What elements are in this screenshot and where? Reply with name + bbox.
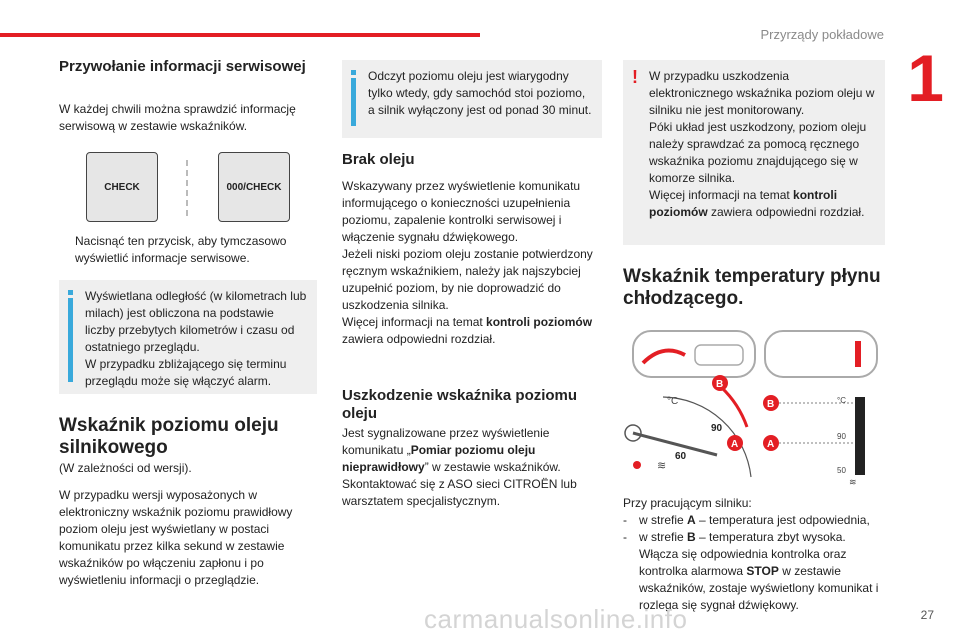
check-button-label: CHECK — [104, 181, 140, 193]
fault-post: ” w zestawie wskaźników. Skontaktować się z ASO sieci CITROËN lub warsztatem specjalistycznym. — [342, 460, 577, 508]
list-item — [623, 512, 885, 529]
gauge-mark-60: 60 — [675, 451, 687, 462]
section-title: Przyrządy pokładowe — [760, 27, 884, 42]
coolant-temp-icon: ≋ — [657, 459, 667, 472]
engine-running-intro: Przy pracującym silniku: — [623, 496, 752, 510]
zone-b-label-bar: B — [767, 399, 775, 410]
bar-unit: °C — [837, 396, 846, 405]
list-pre: w strefie — [639, 530, 688, 544]
info-icon-bar — [68, 298, 73, 382]
list-pre: w strefie — [639, 513, 688, 527]
oil-fault-paragraph — [342, 425, 602, 510]
service-heading: Przywołanie informacji serwisowej — [59, 58, 306, 75]
page-number: 27 — [920, 608, 934, 622]
more-pre: Więcej informacji na temat — [342, 315, 487, 329]
list-dash: - — [623, 513, 627, 527]
header-accent-bar — [0, 33, 480, 37]
list-item — [623, 529, 885, 614]
info-icon-dot — [351, 70, 356, 75]
zone-b-label-dial: B — [716, 379, 724, 390]
zone-a-label-bar: A — [767, 439, 775, 450]
bullet-instruction — [59, 233, 317, 267]
oil-version-note: (W zależności od wersji). — [59, 461, 192, 475]
coolant-temp-heading: Wskaźnik temperatury płynu chłodzącego. — [623, 266, 881, 309]
check-odometer-button-label: 000/CHECK — [226, 181, 282, 193]
info-mileage-text: Wyświetlana odległość (w kilometrach lub milach) jest obliczona na podstawie liczby przebytych kilometrów i czasu od ostatniego przeglądu. W przypadku zbliżającego się terminu przeglądu może się włączyć alarm. — [85, 289, 307, 388]
zone-a-label-dial: A — [731, 439, 739, 450]
lack-oil-text: Wskazywany przez wyświetlenie komunikatu informującego o konieczności uzupełnienia poziomu, zapalenie kontrolki serwisowej i włączenie sygnału dźwiękowego. Jeżeli niski poziom oleju zostanie potwierdzony ręcznym wskaźnikiem, należy jak najszybciej uzupełnić poziom, by nie doprowadzić do uszkodzenia silnika. — [342, 179, 593, 312]
info-box-mileage — [59, 280, 317, 394]
list-post: – temperatura jest odpowiednia, — [695, 513, 870, 527]
lack-oil-paragraph — [342, 178, 602, 348]
list-bold2: STOP — [746, 564, 779, 578]
warning-box-oil-sensor — [623, 60, 885, 245]
bar-gauge-column — [855, 397, 865, 475]
coolant-gauge-illustration — [623, 327, 885, 487]
bullet-icon — [59, 233, 75, 267]
oil-level-heading: Wskaźnik poziomu oleju silnikowego — [59, 415, 279, 458]
bar-coolant-icon: ≋ — [849, 478, 857, 487]
info-icon-bar — [351, 78, 356, 126]
cluster-red-bar — [855, 341, 861, 367]
list-dash: - — [623, 530, 627, 544]
info-box-oil-reading — [342, 60, 602, 138]
chapter-number: 1 — [907, 41, 944, 115]
bar-mark-50: 50 — [837, 466, 846, 475]
bar-mark-90: 90 — [837, 432, 846, 441]
lack-oil-heading: Brak oleju — [342, 151, 415, 168]
more-bold: kontroli poziomów — [486, 315, 593, 329]
cluster-red-arc — [643, 351, 685, 364]
list-bold: A — [687, 513, 696, 527]
warning-icon: ! — [632, 67, 638, 87]
fault-bold: Pomiar poziomu oleju nieprawidłowy — [342, 443, 536, 474]
warning-text: W przypadku uszkodzenia elektronicznego wskaźnika poziom oleju w silniku nie jest monitorowany. Póki układ jest uszkodzony, poziom oleju należy sprawdzać za pomocą ręcznego wskaźnika poziomu znajdującego się w komorze silnika. — [649, 69, 875, 185]
oil-paragraph: W przypadku wersji wyposażonych w elektroniczny wskaźnik poziomu prawidłowy poziom oleju jest wyświetlany w postaci komunikatu przez kilka sekund w zestawie wskaźników po włączeniu zapłonu i po wyświetleniu informacji o przeglądzie. — [59, 488, 293, 587]
zone-list — [623, 512, 885, 614]
list-post2: w zestawie wskaźników, zostaje wyświetlony komunikat i rozlega się sygnał dźwiękowy. — [639, 564, 879, 612]
check-odometer-button-image — [218, 152, 290, 222]
warn-more-post: zawiera odpowiedni rozdział. — [707, 205, 865, 219]
warn-more-bold: kontroli poziomów — [649, 188, 838, 219]
list-bold: B — [687, 530, 696, 544]
lack-oil-more — [342, 314, 602, 348]
bullet-text: Nacisnąć ten przycisk, aby tymczasowo wyświetlić informacje serwisowe. — [75, 234, 287, 265]
gauge-unit: °C — [667, 396, 679, 407]
warning-dot-icon — [633, 461, 641, 469]
watermark: carmanualsonline.info — [424, 604, 688, 634]
gauge-red-zone — [721, 387, 747, 427]
more-post: zawiera odpowiedni rozdział. — [342, 332, 496, 346]
info-icon-dot — [68, 290, 73, 295]
gauge-mark-90: 90 — [711, 423, 723, 434]
list-post: – temperatura zbyt wysoka. Włącza się odpowiednia kontrolka oraz kontrolka alarmowa — [639, 530, 847, 578]
check-button-image — [86, 152, 158, 222]
warn-more-pre: Więcej informacji na temat — [649, 188, 794, 202]
info-oil-reading-text: Odczyt poziomu oleju jest wiarygodny tylko wtedy, gdy samochód stoi poziomo, a silnik wyłączony jest od ponad 30 minut. — [368, 69, 592, 117]
cluster-screen-left — [695, 345, 743, 365]
service-heading-block — [59, 58, 317, 76]
oil-fault-heading: Uszkodzenie wskaźnika poziomu oleju — [342, 387, 578, 422]
fault-pre: Jest sygnalizowane przez wyświetlenie komunikatu „ — [342, 426, 550, 457]
divider-dashed — [186, 160, 188, 216]
service-paragraph: W każdej chwili można sprawdzić informację serwisową w zestawie wskaźników. — [59, 102, 296, 133]
